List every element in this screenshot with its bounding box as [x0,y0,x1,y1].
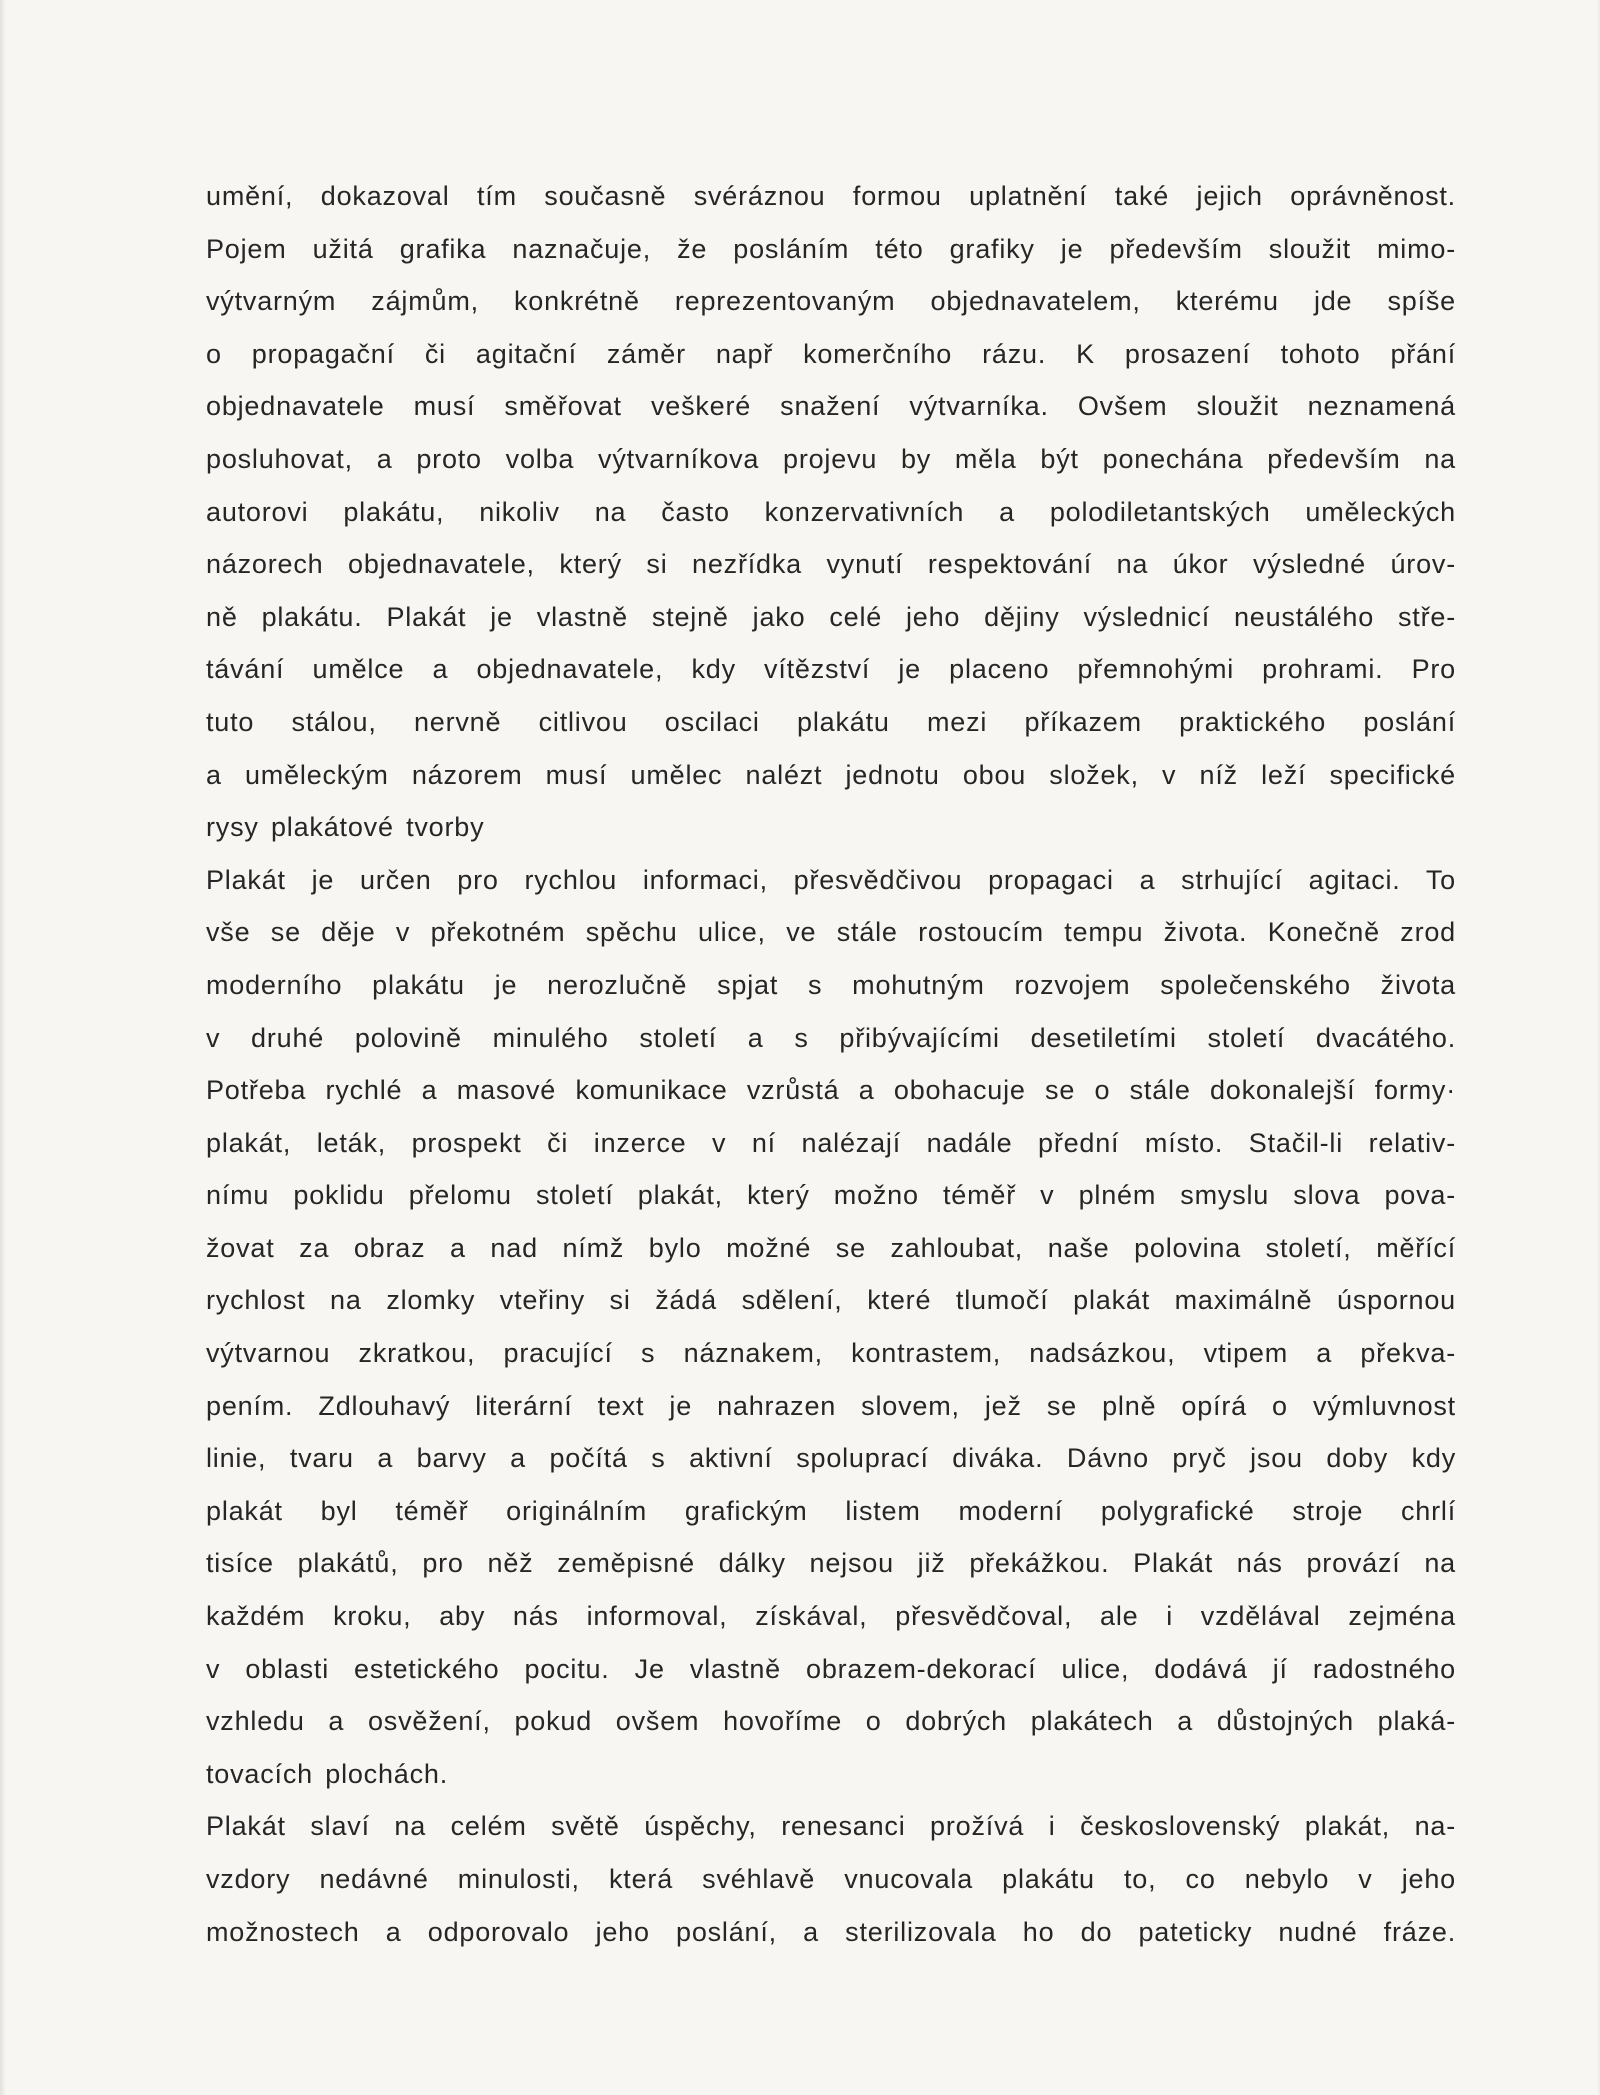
text-line: Potřeba rychlé a masové komunikace vzrůstá a obohacuje se o stále dokonalejší formy· [206,1075,1456,1106]
text-line: posluhovat, a proto volba výtvarníkova projevu by měla být ponechána především na [206,443,1456,474]
text-line: tuto stálou, nervně citlivou oscilaci plakátu mezi příkazem praktického poslání [206,706,1456,737]
page-left-edge-shadow [0,0,6,2095]
text-line: rysy plakátové tvorby [206,812,485,843]
text-line: a uměleckým názorem musí umělec nalézt jednotu obou složek, v níž leží specifické [206,759,1456,790]
text-line: každém kroku, aby nás informoval, získával, přesvědčoval, ale i vzdělával zejména [206,1601,1456,1632]
text-line: výtvarnou zkratkou, pracující s náznakem, kontrastem, nadsázkou, vtipem a překva- [206,1338,1456,1369]
body-text [206,170,1456,1958]
text-line: vzhledu a osvěžení, pokud ovšem hovoříme o dobrých plakátech a důstojných plaká- [206,1706,1456,1737]
text-line: výtvarným zájmům, konkrétně reprezentovaným objednavatelem, kterému jde spíše [206,286,1456,317]
text-line: tisíce plakátů, pro něž zeměpisné dálky nejsou již překážkou. Plakát nás provází na [206,1548,1456,1579]
text-line: moderního plakátu je nerozlučně spjat s mohutným rozvojem společenského života [206,969,1456,1000]
text-line: ně plakátu. Plakát je vlastně stejně jako celé jeho dějiny výslednicí neustálého stře- [206,601,1456,632]
text-line: umění, dokazoval tím současně svéráznou formou uplatnění také jejich oprávněnost. [206,181,1456,211]
text-line: nímu poklidu přelomu století plakát, který možno téměř v plném smyslu slova pova- [206,1180,1456,1211]
text-line: o propagační či agitační záměr např komerčního rázu. K prosazení tohoto přání [206,338,1456,369]
text-line: plakát, leták, prospekt či inzerce v ní nalézají nadále přední místo. Stačil-li relativ- [206,1127,1456,1158]
text-line: autorovi plakátu, nikoliv na často konzervativních a polodiletantských uměleckých [206,496,1456,527]
text-line: távání umělce a objednavatele, kdy vítězství je placeno přemnohými prohrami. Pro [206,654,1456,685]
text-line: linie, tvaru a barvy a počítá s aktivní spoluprací diváka. Dávno pryč jsou doby kdy [206,1443,1456,1474]
text-line: vše se děje v překotném spěchu ulice, ve stále rostoucím tempu života. Konečně zrod [206,917,1456,948]
text-line: v oblasti estetického pocitu. Je vlastně obrazem-dekorací ulice, dodává jí radostného [206,1653,1456,1684]
text-line: objednavatele musí směřovat veškeré snažení výtvarníka. Ovšem sloužit neznamená [206,391,1456,422]
text-line: Plakát slaví na celém světě úspěchy, renesanci prožívá i československý plakát, na- [206,1811,1456,1842]
text-line: možnostech a odporovalo jeho poslání, a sterilizovala ho do pateticky nudné fráze. [206,1916,1456,1947]
text-line: v druhé polovině minulého století a s přibývajícími desetiletími století dvacátého. [206,1022,1456,1053]
text-line: Pojem užitá grafika naznačuje, že posláním této grafiky je především sloužit mimo- [206,233,1456,264]
text-line: vzdory nedávné minulosti, která svéhlavě vnucovala plakátu to, co nebylo v jeho [206,1864,1456,1894]
text-line: názorech objednavatele, který si nezřídka vynutí respektování na úkor výsledné úrov- [206,549,1456,580]
text-line: Plakát je určen pro rychlou informaci, přesvědčivou propagaci a strhující agitaci. To [206,864,1456,895]
text-line: pením. Zdlouhavý literární text je nahrazen slovem, jež se plně opírá o výmluvnost [206,1390,1456,1421]
text-line: žovat za obraz a nad nímž bylo možné se zahloubat, naše polovina století, měřící [206,1232,1456,1263]
text-line: tovacích plochách. [206,1758,449,1789]
text-line: plakát byl téměř originálním grafickým listem moderní polygrafické stroje chrlí [206,1495,1456,1526]
text-line: rychlost na zlomky vteřiny si žádá sdělení, které tlumočí plakát maximálně úspornou [206,1285,1456,1316]
